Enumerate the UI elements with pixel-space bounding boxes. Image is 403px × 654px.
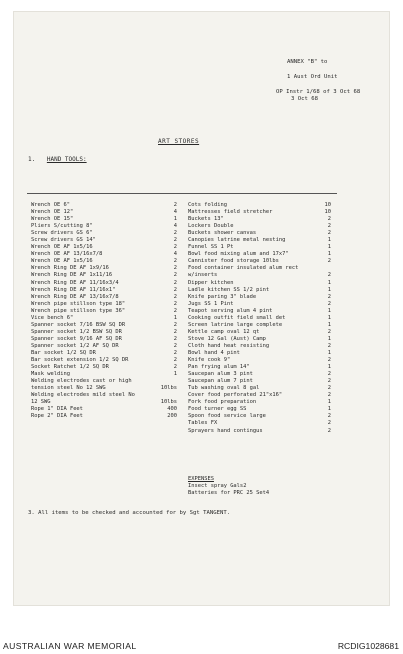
list-item [31, 357, 177, 364]
section-heading [28, 156, 87, 163]
item-quantity: 10 [324, 209, 331, 216]
item-quantity: 2 [173, 321, 177, 328]
list-item [188, 287, 331, 294]
item-name: Wrench Ring DE AF 1x11/16 [31, 272, 113, 279]
item-name: Buckets shower canvas [188, 230, 257, 237]
list-item [31, 350, 177, 357]
list-item [31, 399, 177, 406]
item-quantity: 2 [327, 293, 331, 300]
item-quantity: 200 [167, 413, 177, 420]
list-item [188, 385, 331, 392]
item-name: Funnel SS 1 Pt [188, 244, 234, 251]
list-item [31, 258, 177, 265]
item-name: Spanner socket 1/2 AF SQ DR [31, 342, 119, 349]
item-name: Sprayers hand contingus [188, 427, 263, 434]
list-item [31, 223, 177, 230]
item-quantity: 1 [327, 335, 331, 342]
list-item [31, 322, 177, 329]
list-item [31, 294, 177, 301]
item-name: Jugs SS 1 Pint [188, 300, 234, 307]
item-name: Wrench OE 12" [31, 209, 74, 216]
item-quantity: 2 [173, 272, 177, 279]
item-name: Pliers S/cutting 8" [31, 223, 93, 230]
list-item [31, 202, 177, 209]
list-item [31, 336, 177, 343]
item-quantity: 1 [327, 307, 331, 314]
item-quantity: 2 [327, 385, 331, 392]
item-quantity: 2 [173, 230, 177, 237]
list-item [188, 230, 331, 237]
item-name: Wrench OE AF 1x5/16 [31, 258, 93, 265]
left-item-list [31, 202, 177, 420]
item-quantity: 2 [327, 413, 331, 420]
list-item [188, 322, 331, 329]
list-item [31, 371, 177, 378]
list-item [188, 280, 331, 287]
item-quantity: 2 [173, 279, 177, 286]
section-number: 1. [28, 156, 36, 163]
item-name: Dipper kitchen [188, 279, 234, 286]
item-quantity: 4 [265, 490, 270, 497]
list-item [31, 308, 177, 315]
item-name: Cannister food storage 10lbs [188, 258, 279, 265]
list-item [188, 483, 269, 490]
item-name: Rope 2" DIA Feet [31, 413, 83, 420]
document-title: ART STORES [158, 138, 200, 145]
item-quantity: 1 [173, 216, 177, 223]
item-quantity: 10 [324, 202, 331, 208]
item-quantity: 2 [327, 420, 331, 427]
item-name: Stove 12 Gal (Aust) Camp [188, 335, 266, 342]
item-name: Wrench pipe stillson type 36" [31, 307, 126, 314]
item-quantity: 2 [173, 307, 177, 314]
item-name: Cloth hand heat resisting [188, 342, 270, 349]
date-line: 3 Oct 68 [291, 96, 318, 102]
item-quantity: 2 [327, 392, 331, 399]
item-name: Bowl food mixing alum and 17x7" [188, 251, 289, 258]
list-item [188, 343, 331, 350]
item-quantity: 1 [327, 286, 331, 293]
list-item [188, 420, 331, 427]
list-item [31, 378, 177, 385]
item-quantity: 1 [173, 314, 177, 321]
item-name: w/inserts [188, 272, 218, 279]
list-item [188, 202, 331, 209]
expenses-list [188, 483, 269, 497]
item-name: tension steel No 12 SWG [31, 385, 106, 392]
list-item [31, 216, 177, 223]
item-name: Wrench Ring DE AF 11/16x3/4 [31, 279, 119, 286]
item-name: Food container insulated alum rect [188, 265, 299, 272]
list-item [31, 287, 177, 294]
expenses-block [188, 475, 269, 497]
list-item [188, 329, 331, 336]
footer-record-id: RCDIG1028681 [337, 641, 399, 651]
list-item [188, 216, 331, 223]
item-quantity: 2 [173, 237, 177, 244]
list-item [188, 301, 331, 308]
item-name: Tub washing oval 8 gal [188, 385, 260, 392]
item-name: Welding electrodes mild steel No [31, 392, 135, 399]
item-name: Bowl hand 4 pint [188, 349, 240, 356]
item-name: Wrench OE AF 13/16x7/8 [31, 251, 103, 258]
item-quantity: 1 [327, 321, 331, 328]
item-name: Mattresses field stretcher [188, 209, 273, 216]
unit-line: 1 Aust Ord Unit [287, 74, 338, 80]
section-label: HAND TOOLS: [46, 156, 87, 163]
item-name: Ladle kitchen SS 1/2 pint [188, 286, 270, 293]
instruction-line: OP Instr 1/68 of 3 Oct 68 [276, 89, 361, 95]
item-quantity: 1 [327, 406, 331, 413]
item-quantity: 2 [173, 286, 177, 293]
item-name: 12 SWG [31, 399, 51, 406]
item-quantity: 1 [327, 279, 331, 286]
expenses-heading: EXPENSES [188, 476, 214, 482]
item-quantity: 2 [173, 335, 177, 342]
item-name: Screw drivers GS 14" [31, 237, 96, 244]
item-name: Screen latrine large complete [188, 321, 283, 328]
item-name: Bar socket 1/2 SQ DR [31, 349, 96, 356]
item-quantity: 4 [173, 251, 177, 258]
list-item [188, 371, 331, 378]
item-quantity: 1 [327, 237, 331, 244]
list-item [188, 258, 331, 265]
item-name: Cooking outfit field small det [188, 314, 286, 321]
item-name: Wrench OE 6" [31, 202, 70, 208]
item-quantity: 2 [327, 272, 331, 279]
item-quantity: 2 [173, 265, 177, 272]
list-item [31, 251, 177, 258]
item-name: Batteries for PRC 25 Set [188, 490, 266, 497]
item-quantity: 1 [327, 399, 331, 406]
item-name: Spanner socket 7/16 BSW SQ DR [31, 321, 126, 328]
item-quantity: 2 [327, 357, 331, 364]
item-name: Wrench pipe stillson type 18" [31, 300, 126, 307]
closing-note: 3. All items to be checked and accounted for by Sgt TANGENT. [28, 510, 231, 516]
item-quantity: 2 [173, 328, 177, 335]
item-name: Welding electrodes cast or high [31, 378, 132, 385]
list-item [188, 350, 331, 357]
item-quantity: 10lbs [160, 399, 177, 406]
list-item [31, 265, 177, 272]
item-quantity: 2 [173, 258, 177, 265]
item-name: Wrench Ring DE AF 13/16x7/8 [31, 293, 119, 300]
item-quantity: 1 [327, 349, 331, 356]
item-name: Insect spray Gals [188, 483, 244, 489]
item-name: Wrench OE AF 1x5/16 [31, 244, 93, 251]
list-item [188, 294, 331, 301]
item-name: Cover food perforated 21"x16" [188, 392, 283, 399]
list-item [188, 315, 331, 322]
item-quantity: 4 [173, 223, 177, 230]
list-item [31, 385, 177, 392]
list-item [188, 244, 331, 251]
item-quantity: 2 [327, 427, 331, 434]
list-item [188, 237, 331, 244]
item-name: Cots folding [188, 202, 227, 208]
item-quantity: 10lbs [160, 385, 177, 392]
annex-line: ANNEX "B" to [287, 59, 328, 65]
item-name: Knife paring 3" blade [188, 293, 257, 300]
list-item [31, 364, 177, 371]
item-quantity: 1 [327, 251, 331, 258]
list-item [188, 251, 331, 258]
item-quantity: 2 [327, 378, 331, 385]
list-item [31, 244, 177, 251]
item-name: Tables FX [188, 420, 218, 427]
item-quantity: 2 [243, 483, 247, 489]
list-item [188, 378, 331, 385]
item-name: Wrench Ring DE AF 11/16x1" [31, 286, 116, 293]
list-item [31, 315, 177, 322]
list-item [31, 280, 177, 287]
list-item [188, 265, 331, 272]
item-quantity: 2 [327, 230, 331, 237]
list-item [188, 223, 331, 230]
item-name: Knife cook 9" [188, 357, 231, 364]
item-quantity: 2 [173, 300, 177, 307]
item-quantity: 2 [173, 357, 177, 364]
item-name: Fork food preparation [188, 399, 257, 406]
item-quantity: 2 [327, 223, 331, 230]
item-quantity: 2 [327, 300, 331, 307]
item-quantity: 1 [327, 244, 331, 251]
right-item-list [188, 202, 331, 435]
list-item [31, 413, 177, 420]
list-item [31, 272, 177, 279]
list-item [31, 392, 177, 399]
item-quantity: 2 [173, 244, 177, 251]
item-quantity: 2 [327, 371, 331, 378]
footer-source: AUSTRALIAN WAR MEMORIAL [3, 641, 137, 651]
item-name: Canopies latrine metal nesting [188, 237, 286, 244]
list-item [31, 343, 177, 350]
list-item [31, 301, 177, 308]
list-item [188, 490, 269, 497]
item-quantity: 2 [327, 328, 331, 335]
item-name: Food turner egg SS [188, 406, 247, 413]
list-item [31, 230, 177, 237]
divider-rule [27, 193, 337, 194]
item-quantity: 1 [173, 371, 177, 378]
item-quantity: 1 [327, 364, 331, 371]
list-item [31, 237, 177, 244]
item-name: Mask welding [31, 371, 70, 378]
item-name: Socket Ratchet 1/2 SQ DR [31, 364, 109, 371]
item-quantity: 2 [173, 364, 177, 371]
item-name: Wrench OE 15" [31, 216, 74, 223]
item-name: Bar socket extension 1/2 SQ DR [31, 357, 129, 364]
item-quantity [311, 265, 331, 272]
list-item [188, 392, 331, 399]
list-item [31, 209, 177, 216]
item-name: Screw drivers GS 6" [31, 230, 93, 237]
item-quantity: 2 [173, 342, 177, 349]
list-item [31, 329, 177, 336]
item-quantity [149, 392, 177, 399]
list-item [188, 308, 331, 315]
item-name: Saucepan alum 7 pint [188, 378, 253, 385]
list-item [188, 399, 331, 406]
list-item [188, 357, 331, 364]
item-name: Kettle camp oval 12 qt [188, 328, 260, 335]
item-name: Buckets 13" [188, 216, 224, 223]
item-quantity: 2 [173, 202, 177, 208]
list-item [188, 272, 331, 279]
item-name: Spanner socket 9/16 AF SQ DR [31, 335, 122, 342]
item-name: Spoon food service large [188, 413, 266, 420]
list-item [188, 428, 331, 435]
item-quantity: 2 [327, 258, 331, 265]
item-quantity: 2 [327, 342, 331, 349]
item-name: Saucepan alum 3 pint [188, 371, 253, 378]
archive-footer [0, 635, 403, 654]
item-quantity [149, 378, 177, 385]
item-quantity: 4 [173, 209, 177, 216]
item-quantity: 2 [173, 293, 177, 300]
list-item [188, 406, 331, 413]
item-name: Teapot serving alum 4 pint [188, 307, 273, 314]
item-name: Rope 1" DIA Feet [31, 406, 83, 413]
item-name: Spanner socket 1/2 BSW SQ DR [31, 328, 122, 335]
item-quantity: 400 [167, 406, 177, 413]
item-quantity: 2 [327, 216, 331, 223]
item-quantity: 1 [327, 314, 331, 321]
list-item [188, 413, 331, 420]
list-item [188, 364, 331, 371]
item-name: Wrench Ring DE AF 1x9/16 [31, 265, 109, 272]
list-item [31, 406, 177, 413]
list-item [188, 336, 331, 343]
list-item [188, 209, 331, 216]
item-name: Vice bench 6" [31, 314, 74, 321]
item-quantity: 2 [173, 349, 177, 356]
item-name: Lockers Double [188, 223, 234, 230]
item-name: Pan frying alum 14" [188, 364, 250, 371]
